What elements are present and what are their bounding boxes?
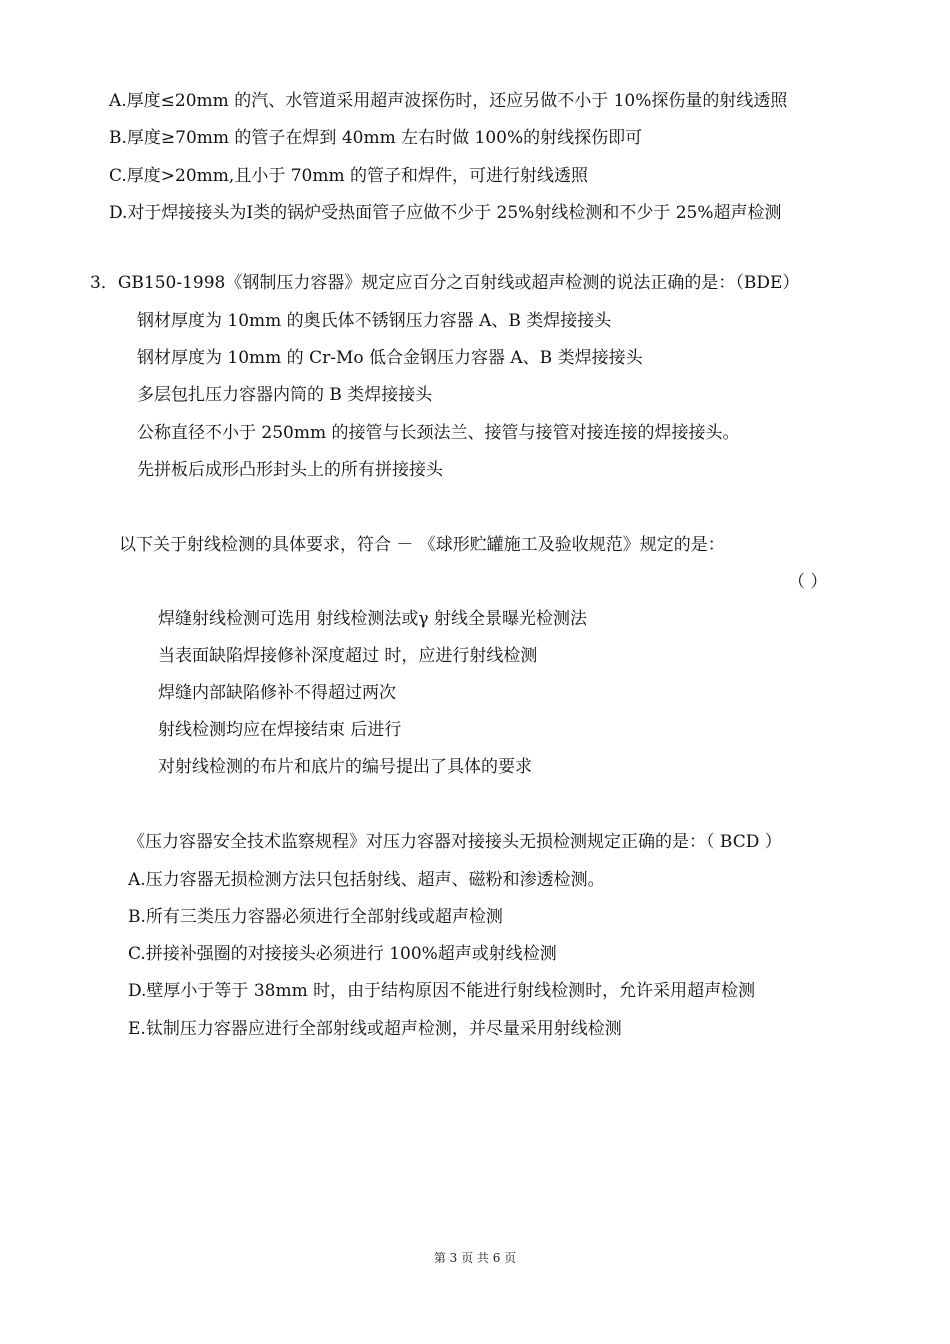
question-3-option-1: 钢材厚度为 10mm 的奥氏体不锈钢压力容器 A、B 类焊接接头 — [137, 311, 612, 331]
question-5-option-c: C.拼接补强圈的对接接头必须进行 100%超声或射线检测 — [128, 944, 557, 964]
question-3-option-3: 多层包扎压力容器内筒的 B 类焊接接头 — [137, 385, 433, 405]
question-5-option-d: D.壁厚小于等于 38mm 时，由于结构原因不能进行射线检测时，允许采用超声检测 — [128, 981, 756, 1001]
question-3-stem: 3．GB150-1998《钢制压力容器》规定应百分之百射线或超声检测的说法正确的是：（BDE） — [90, 273, 800, 293]
question-4-option-2: 当表面缺陷焊接修补深度超过 时，应进行射线检测 — [158, 646, 538, 666]
option-d-boiler-tube: D.对于焊接接头为Ⅰ类的锅炉受热面管子应做不少于 25%射线检测和不少于 25%超声检测 — [109, 203, 782, 223]
question-4-answer-bracket: （ ） — [788, 572, 828, 592]
question-4-option-4: 射线检测均应在焊接结束 后进行 — [158, 720, 402, 740]
option-b-pipe-thickness: B.厚度≥70mm 的管子在焊到 40mm 左右时做 100%的射线探伤即可 — [109, 128, 643, 148]
question-4-option-5: 对射线检测的布片和底片的编号提出了具体的要求 — [158, 757, 532, 777]
question-5-option-b: B.所有三类压力容器必须进行全部射线或超声检测 — [128, 907, 503, 927]
question-3-option-5: 先拼板后成形凸形封头上的所有拼接接头 — [137, 460, 443, 480]
question-3-option-2: 钢材厚度为 10mm 的 Cr-Mo 低合金钢压力容器 A、B 类焊接接头 — [137, 348, 643, 368]
question-5-option-a: A.压力容器无损检测方法只包括射线、超声、磁粉和渗透检测。 — [128, 870, 605, 890]
question-3-option-4: 公称直径不小于 250mm 的接管与长颈法兰、接管与接管对接连接的焊接接头。 — [137, 423, 740, 443]
question-4-option-3: 焊缝内部缺陷修补不得超过两次 — [158, 683, 396, 703]
page-footer: 第 3 页 共 6 页 — [433, 1251, 517, 1265]
option-c-pipe-thickness: C.厚度>20mm,且小于 70mm 的管子和焊件，可进行射线透照 — [109, 166, 589, 186]
option-a-pipe-thickness: A.厚度≤20mm 的汽、水管道采用超声波探伤时，还应另做不小于 10%探伤量的射线透照 — [109, 91, 788, 111]
question-4-option-1: 焊缝射线检测可选用 射线检测法或γ 射线全景曝光检测法 — [158, 609, 587, 629]
question-5-stem: 《压力容器安全技术监察规程》对压力容器对接接头无损检测规定正确的是：（ BCD ） — [128, 832, 782, 852]
question-5-option-e: E.钛制压力容器应进行全部射线或超声检测，并尽量采用射线检测 — [128, 1019, 622, 1039]
question-4-stem: 以下关于射线检测的具体要求，符合 － 《球形贮罐施工及验收规范》规定的是： — [119, 535, 725, 555]
